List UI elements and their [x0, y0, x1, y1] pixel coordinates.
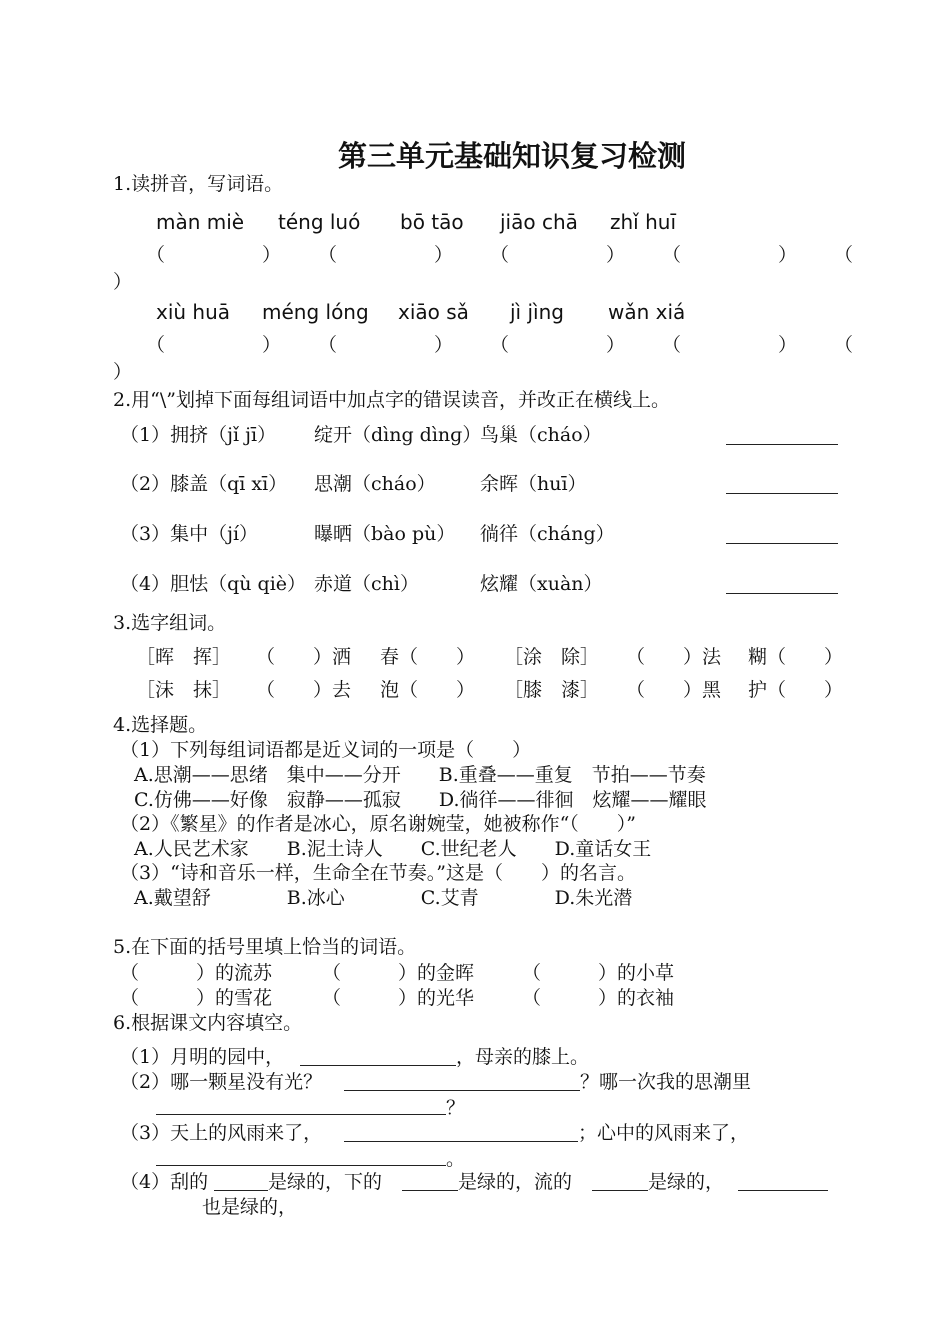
blank-close: ）	[262, 244, 282, 266]
q2-item: （2）膝盖（qī xī）	[120, 473, 288, 495]
pinyin-4: jiāo chā	[500, 210, 578, 234]
answer-line[interactable]	[402, 1190, 458, 1191]
blank-close: ）	[113, 271, 133, 293]
q6-line-1b: ，母亲的膝上。	[456, 1046, 590, 1068]
q6-line-4a: （4）刮的	[120, 1171, 209, 1193]
blank-open[interactable]: （	[834, 244, 854, 266]
blank-close: ）	[434, 244, 454, 266]
q5-blank[interactable]: （ ）的流苏	[120, 962, 273, 984]
q2-item: 思潮（cháo）	[314, 473, 436, 495]
q5-blank[interactable]: （ ）的金晖	[322, 962, 475, 984]
blank-close: ）	[606, 334, 626, 356]
answer-line[interactable]	[726, 543, 838, 544]
answer-line[interactable]	[344, 1141, 578, 1142]
pinyin-7: méng lóng	[262, 300, 369, 324]
blank-close: ）	[778, 244, 798, 266]
pinyin-5: zhǐ huī	[610, 210, 676, 234]
blank-open[interactable]: （	[490, 244, 510, 266]
answer-line[interactable]	[738, 1190, 828, 1191]
q2-item: （1）拥挤（jǐ jī）	[120, 424, 277, 446]
pinyin-8: xiāo sǎ	[398, 300, 469, 324]
blank-open[interactable]: （	[662, 334, 682, 356]
blank-close: ）	[434, 334, 454, 356]
q6-line-3c: 。	[446, 1148, 466, 1170]
q5-heading: 5.在下面的括号里填上恰当的词语。	[113, 936, 417, 958]
q4-options[interactable]: A.戴望舒 B.冰心 C.艾青 D.朱光潜	[134, 887, 633, 909]
blank-close: ）	[113, 361, 133, 383]
answer-line[interactable]	[300, 1065, 456, 1066]
q2-item: 炫耀（xuàn）	[480, 573, 603, 595]
blank-close: ）	[262, 334, 282, 356]
q5-blank[interactable]: （ ）的小草	[522, 962, 675, 984]
blank-open[interactable]: （	[318, 244, 338, 266]
q6-line-2c: ？	[446, 1097, 466, 1119]
q3-blank[interactable]: 泡（ ）	[380, 679, 476, 701]
q3-blank[interactable]: （ ）黑	[626, 679, 722, 701]
pinyin-6: xiù huā	[156, 300, 231, 324]
blank-open[interactable]: （	[662, 244, 682, 266]
q6-line-4e: 也是绿的，	[202, 1196, 298, 1218]
q3-blank[interactable]: 糊（ ）	[748, 646, 844, 668]
q3-choice: ［晖 挥］	[136, 646, 232, 668]
q6-line-1a: （1）月明的园中，	[120, 1046, 285, 1068]
answer-line[interactable]	[592, 1190, 648, 1191]
q2-item: 曝晒（bào pù）	[314, 523, 456, 545]
pinyin-1: màn miè	[156, 210, 245, 234]
blank-open[interactable]: （	[146, 244, 166, 266]
answer-line[interactable]	[726, 444, 838, 445]
q6-line-2a: （2）哪一颗星没有光？	[120, 1071, 323, 1093]
blank-open[interactable]: （	[834, 334, 854, 356]
answer-line[interactable]	[156, 1114, 446, 1115]
q6-line-4b: 是绿的，下的	[268, 1171, 383, 1193]
q4-question-1: （1）下列每组词语都是近义词的一项是（ ）	[120, 739, 532, 761]
answer-line[interactable]	[344, 1090, 580, 1091]
q6-line-4c: 是绿的，流的	[458, 1171, 573, 1193]
q2-item: 绽开（dìng dìnɡ）	[314, 424, 482, 446]
page-title: 第三单元基础知识复习检测	[337, 139, 686, 173]
q2-heading: 2.用“\”划掉下面每组词语中加点字的错误读音，并改正在横线上。	[113, 389, 670, 411]
q4-options[interactable]: A.人民艺术家 B.泥土诗人 C.世纪老人 D.童话女王	[134, 838, 652, 860]
q3-blank[interactable]: （ ）去	[256, 679, 352, 701]
q2-item: 余晖（huī）	[480, 473, 587, 495]
q6-line-2b: ？哪一次我的思潮里	[580, 1071, 752, 1093]
q2-item: （3）集中（jí）	[120, 523, 259, 545]
q4-question-2: （2）《繁星》的作者是冰心，原名谢婉莹，她被称作“（ ）”	[120, 813, 637, 835]
answer-line[interactable]	[214, 1190, 268, 1191]
q3-blank[interactable]: （ ）洒	[256, 646, 352, 668]
q4-heading: 4.选择题。	[113, 714, 208, 736]
q3-blank[interactable]: （ ）法	[626, 646, 722, 668]
q5-blank[interactable]: （ ）的光华	[322, 987, 475, 1009]
q4-options[interactable]: C.仿佛——好像 寂静——孤寂 D.徜徉——徘徊 炫耀——耀眼	[134, 789, 707, 811]
q2-item: （4）胆怯（qù qiè）	[120, 573, 307, 595]
blank-close: ）	[606, 244, 626, 266]
q5-blank[interactable]: （ ）的衣袖	[522, 987, 675, 1009]
blank-open[interactable]: （	[146, 334, 166, 356]
pinyin-10: wǎn xiá	[608, 300, 686, 324]
q3-choice: ［膝 漆］	[504, 679, 600, 701]
pinyin-9: jì jìng	[510, 300, 564, 324]
answer-line[interactable]	[156, 1165, 446, 1166]
q2-item: 鸟巢（cháo）	[480, 424, 602, 446]
q6-line-3b: ；心中的风雨来了，	[578, 1122, 750, 1144]
answer-line[interactable]	[726, 493, 838, 494]
q6-heading: 6.根据课文内容填空。	[113, 1012, 303, 1034]
blank-open[interactable]: （	[318, 334, 338, 356]
q5-blank[interactable]: （ ）的雪花	[120, 987, 273, 1009]
q1-heading: 1.读拼音，写词语。	[113, 173, 284, 195]
q2-item: 徜徉（cháng）	[480, 523, 615, 545]
q3-choice: ［涂 除］	[504, 646, 600, 668]
q3-choice: ［沫 抹］	[136, 679, 232, 701]
q3-blank[interactable]: 春（ ）	[380, 646, 476, 668]
blank-close: ）	[778, 334, 798, 356]
q2-item: 赤道（chì）	[314, 573, 419, 595]
q4-question-3: （3）“诗和音乐一样，生命全在节奏。”这是（ ）的名言。	[120, 862, 637, 884]
blank-open[interactable]: （	[490, 334, 510, 356]
q6-line-4d: 是绿的，	[648, 1171, 725, 1193]
q6-line-3a: （3）天上的风雨来了，	[120, 1122, 323, 1144]
q3-blank[interactable]: 护（ ）	[748, 679, 844, 701]
pinyin-2: téng luó	[278, 210, 361, 234]
pinyin-3: bō tāo	[400, 210, 464, 234]
q4-options[interactable]: A.思潮——思绪 集中——分开 B.重叠——重复 节拍——节奏	[134, 764, 706, 786]
q3-heading: 3.选字组词。	[113, 612, 227, 634]
answer-line[interactable]	[726, 593, 838, 594]
